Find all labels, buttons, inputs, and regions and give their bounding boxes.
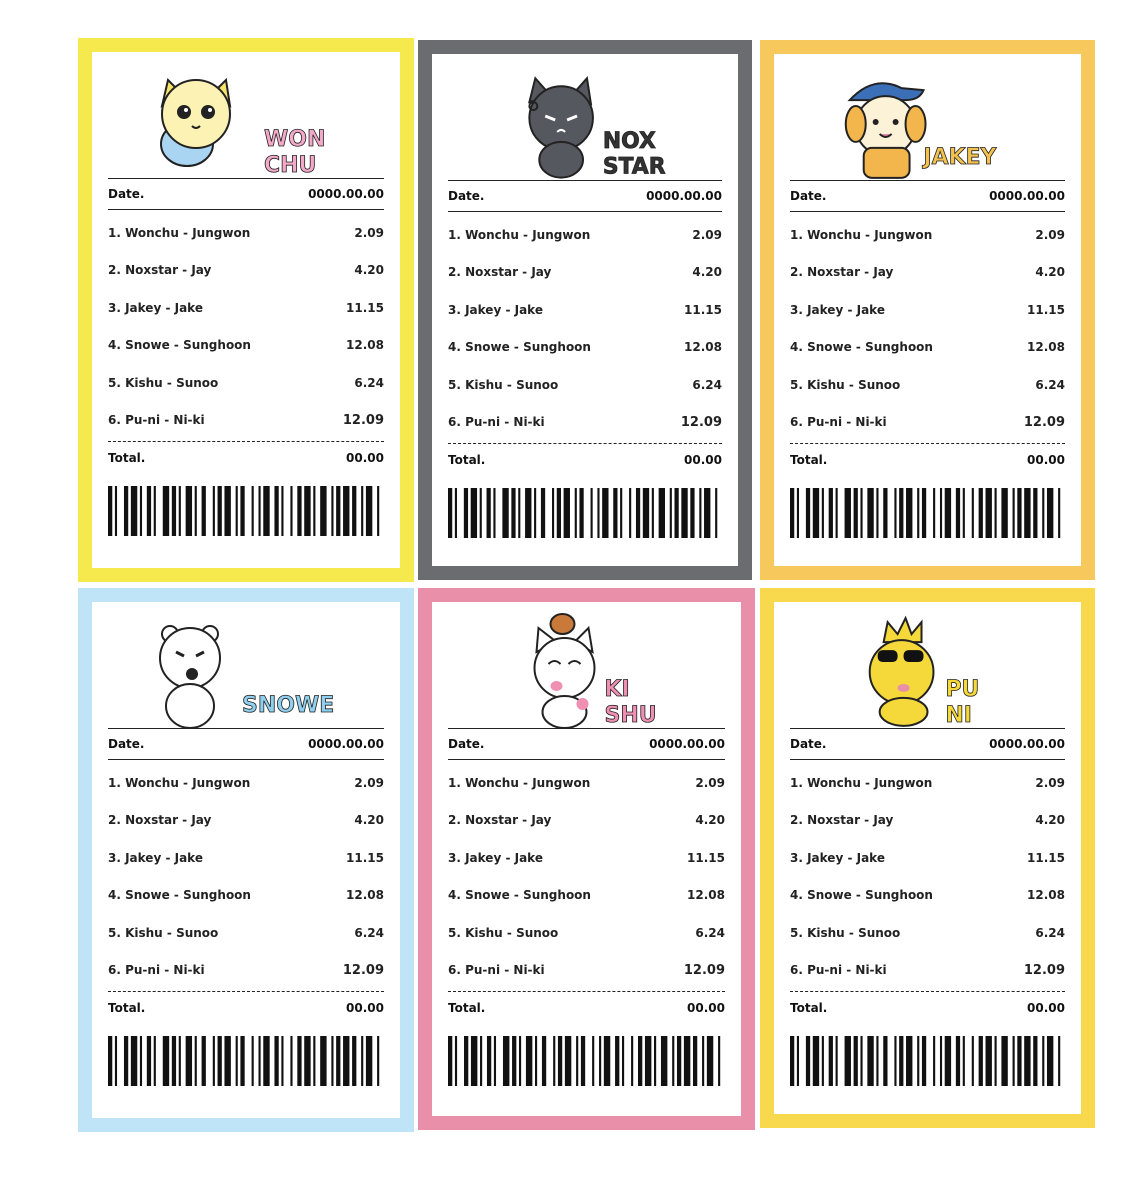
barcode-graphic <box>108 486 384 536</box>
item-value: 12.09 <box>683 962 725 978</box>
barcode <box>790 1036 1065 1086</box>
list-item <box>108 877 384 915</box>
item-name: 4. Snowe - Sunghoon <box>448 888 591 903</box>
total-row <box>108 992 384 1024</box>
item-name: 6. Pu-ni - Ni-ki <box>448 415 545 430</box>
list-item <box>108 402 384 440</box>
list-item <box>108 252 384 290</box>
list-item <box>448 404 722 442</box>
item-value: 2.09 <box>354 225 384 240</box>
total-label: Total. <box>790 1001 828 1015</box>
item-value: 12.08 <box>1027 888 1065 903</box>
item-list <box>448 760 725 989</box>
barcode <box>448 488 722 538</box>
date-label: Date. <box>108 187 145 201</box>
list-item <box>790 216 1065 254</box>
item-name: 1. Wonchu - Jungwon <box>790 775 933 790</box>
list-item <box>448 291 722 329</box>
item-name: 6. Pu-ni - Ni-ki <box>108 963 205 978</box>
item-name: 4. Snowe - Sunghoon <box>448 340 591 355</box>
item-value: 11.15 <box>1027 850 1065 865</box>
fox-icon <box>535 614 595 728</box>
list-item <box>108 802 384 840</box>
total-label: Total. <box>448 453 486 467</box>
item-name: 2. Noxstar - Jay <box>448 813 552 828</box>
item-name: 2. Noxstar - Jay <box>108 263 212 278</box>
item-name: 1. Wonchu - Jungwon <box>448 227 591 242</box>
item-value: 12.09 <box>342 962 384 978</box>
list-item <box>790 839 1065 877</box>
item-name: 3. Jakey - Jake <box>448 302 543 317</box>
item-name: 5. Kishu - Sunoo <box>790 925 901 940</box>
date-value: 0000.00.00 <box>308 187 384 201</box>
receipt-body <box>108 178 384 536</box>
item-name: 4. Snowe - Sunghoon <box>790 888 933 903</box>
list-item <box>448 839 725 877</box>
list-item <box>108 914 384 952</box>
total-row <box>108 442 384 474</box>
brand-logo <box>432 608 741 732</box>
list-item <box>790 802 1065 840</box>
item-name: 1. Wonchu - Jungwon <box>790 227 933 242</box>
date-row <box>108 729 384 760</box>
list-item <box>448 764 725 802</box>
total-row <box>790 992 1065 1024</box>
item-name: 2. Noxstar - Jay <box>448 265 552 280</box>
item-value: 4.20 <box>354 263 384 278</box>
item-list <box>790 760 1065 989</box>
list-item <box>108 364 384 402</box>
receipt-body <box>790 728 1065 1086</box>
item-value: 11.15 <box>346 850 384 865</box>
date-label: Date. <box>448 737 485 751</box>
receipt-card-snowe <box>78 588 414 1132</box>
list-item <box>108 764 384 802</box>
item-name: 3. Jakey - Jake <box>790 302 885 317</box>
item-value: 4.20 <box>1035 265 1065 280</box>
list-item <box>448 254 722 292</box>
item-value: 6.24 <box>354 375 384 390</box>
total-row <box>790 444 1065 476</box>
receipt-card-kishu <box>418 588 755 1130</box>
list-item <box>108 839 384 877</box>
item-value: 2.09 <box>695 775 725 790</box>
date-value: 0000.00.00 <box>649 737 725 751</box>
item-name: 2. Noxstar - Jay <box>790 265 894 280</box>
item-name: 5. Kishu - Sunoo <box>108 925 219 940</box>
barcode <box>108 1036 384 1086</box>
brand-logo <box>432 60 738 184</box>
total-value: 00.00 <box>1027 453 1065 467</box>
item-value: 2.09 <box>1035 775 1065 790</box>
item-value: 6.24 <box>1035 377 1065 392</box>
list-item <box>790 404 1065 442</box>
item-name: 4. Snowe - Sunghoon <box>108 338 251 353</box>
date-label: Date. <box>790 189 827 203</box>
receipt-body <box>790 180 1065 538</box>
date-row <box>790 181 1065 212</box>
item-value: 4.20 <box>1035 813 1065 828</box>
receipt-card-noxstar <box>418 40 752 580</box>
brand-name-line: JAKEY <box>923 144 997 170</box>
item-name: 5. Kishu - Sunoo <box>448 925 559 940</box>
item-name: 1. Wonchu - Jungwon <box>448 775 591 790</box>
item-value: 12.09 <box>680 414 722 430</box>
list-item <box>790 366 1065 404</box>
list-item <box>108 952 384 990</box>
list-item <box>448 329 722 367</box>
list-item <box>108 327 384 365</box>
date-row <box>448 729 725 760</box>
total-row <box>448 444 722 476</box>
barcode <box>448 1036 725 1086</box>
total-value: 00.00 <box>684 453 722 467</box>
receipt-body <box>108 728 384 1086</box>
list-item <box>790 764 1065 802</box>
date-value: 0000.00.00 <box>989 737 1065 751</box>
item-value: 12.08 <box>687 888 725 903</box>
dog-icon <box>846 77 926 178</box>
list-item <box>108 289 384 327</box>
barcode <box>790 488 1065 538</box>
receipt-card-puni <box>760 588 1095 1128</box>
item-name: 2. Noxstar - Jay <box>108 813 212 828</box>
list-item <box>790 914 1065 952</box>
list-item <box>448 366 722 404</box>
brand-name-line: CHU <box>264 153 317 178</box>
item-name: 4. Snowe - Sunghoon <box>790 340 933 355</box>
brand-name-line: NI <box>945 702 972 728</box>
total-value: 00.00 <box>346 1001 384 1015</box>
cat-icon <box>161 80 230 166</box>
item-name: 6. Pu-ni - Ni-ki <box>790 963 887 978</box>
yellow-cat-icon <box>870 618 934 726</box>
receipt-body <box>448 728 725 1086</box>
item-value: 2.09 <box>1035 227 1065 242</box>
item-name: 3. Jakey - Jake <box>108 850 203 865</box>
brand-logo <box>774 60 1081 184</box>
item-name: 5. Kishu - Sunoo <box>448 377 559 392</box>
item-value: 12.08 <box>346 338 384 353</box>
barcode-graphic <box>448 488 722 538</box>
item-value: 2.09 <box>692 227 722 242</box>
list-item <box>448 216 722 254</box>
item-value: 2.09 <box>354 775 384 790</box>
item-value: 12.09 <box>342 412 384 428</box>
black-cat-icon <box>529 78 593 177</box>
item-value: 12.08 <box>684 340 722 355</box>
date-row <box>108 179 384 210</box>
item-name: 1. Wonchu - Jungwon <box>108 225 251 240</box>
receipt-card-wonchu <box>78 38 414 582</box>
item-name: 2. Noxstar - Jay <box>790 813 894 828</box>
item-value: 4.20 <box>354 813 384 828</box>
total-value: 00.00 <box>687 1001 725 1015</box>
brand-logo <box>774 608 1081 732</box>
receipt-card-jakey <box>760 40 1095 580</box>
date-row <box>790 729 1065 760</box>
item-name: 3. Jakey - Jake <box>790 850 885 865</box>
barcode <box>108 486 384 536</box>
item-value: 11.15 <box>1027 302 1065 317</box>
barcode-graphic <box>790 1036 1065 1086</box>
list-item <box>790 329 1065 367</box>
item-value: 6.24 <box>354 925 384 940</box>
date-row <box>448 181 722 212</box>
item-value: 12.09 <box>1023 962 1065 978</box>
date-value: 0000.00.00 <box>989 189 1065 203</box>
item-value: 11.15 <box>687 850 725 865</box>
total-label: Total. <box>108 1001 146 1015</box>
list-item <box>448 914 725 952</box>
list-item <box>108 214 384 252</box>
total-label: Total. <box>790 453 828 467</box>
brand-logo <box>92 58 400 182</box>
item-value: 6.24 <box>692 377 722 392</box>
date-label: Date. <box>790 737 827 751</box>
item-value: 6.24 <box>1035 925 1065 940</box>
item-value: 4.20 <box>692 265 722 280</box>
list-item <box>790 254 1065 292</box>
item-name: 3. Jakey - Jake <box>448 850 543 865</box>
item-name: 4. Snowe - Sunghoon <box>108 888 251 903</box>
item-value: 11.15 <box>684 302 722 317</box>
item-name: 3. Jakey - Jake <box>108 300 203 315</box>
item-name: 5. Kishu - Sunoo <box>790 377 901 392</box>
brand-name-line: KI <box>604 677 630 702</box>
barcode-graphic <box>448 1036 725 1086</box>
item-value: 11.15 <box>346 300 384 315</box>
brand-name-line: SHU <box>604 703 657 728</box>
item-value: 12.08 <box>346 888 384 903</box>
date-label: Date. <box>448 189 485 203</box>
item-list <box>790 212 1065 441</box>
brand-name-line: STAR <box>602 154 666 180</box>
total-label: Total. <box>108 451 146 465</box>
total-row <box>448 992 725 1024</box>
total-value: 00.00 <box>1027 1001 1065 1015</box>
item-value: 12.08 <box>1027 340 1065 355</box>
list-item <box>790 952 1065 990</box>
list-item <box>448 877 725 915</box>
item-list <box>448 212 722 441</box>
list-item <box>448 952 725 990</box>
barcode-graphic <box>108 1036 384 1086</box>
item-list <box>108 210 384 439</box>
item-name: 6. Pu-ni - Ni-ki <box>790 415 887 430</box>
total-label: Total. <box>448 1001 486 1015</box>
item-value: 6.24 <box>695 925 725 940</box>
item-name: 6. Pu-ni - Ni-ki <box>108 413 205 428</box>
receipt-body <box>448 180 722 538</box>
date-value: 0000.00.00 <box>646 189 722 203</box>
item-name: 1. Wonchu - Jungwon <box>108 775 251 790</box>
brand-name-line: PU <box>945 676 980 702</box>
list-item <box>790 291 1065 329</box>
list-item <box>448 802 725 840</box>
total-value: 00.00 <box>346 451 384 465</box>
brand-name-line: NOX <box>602 128 656 154</box>
barcode-graphic <box>790 488 1065 538</box>
list-item <box>790 877 1065 915</box>
brand-name-line: WON <box>264 127 326 152</box>
item-list <box>108 760 384 989</box>
date-label: Date. <box>108 737 145 751</box>
item-value: 4.20 <box>695 813 725 828</box>
item-value: 12.09 <box>1023 414 1065 430</box>
item-name: 5. Kishu - Sunoo <box>108 375 219 390</box>
brand-name-line: SNOWE <box>242 693 335 718</box>
item-name: 6. Pu-ni - Ni-ki <box>448 963 545 978</box>
date-value: 0000.00.00 <box>308 737 384 751</box>
white-bear-icon <box>160 626 220 728</box>
brand-logo <box>92 608 400 732</box>
